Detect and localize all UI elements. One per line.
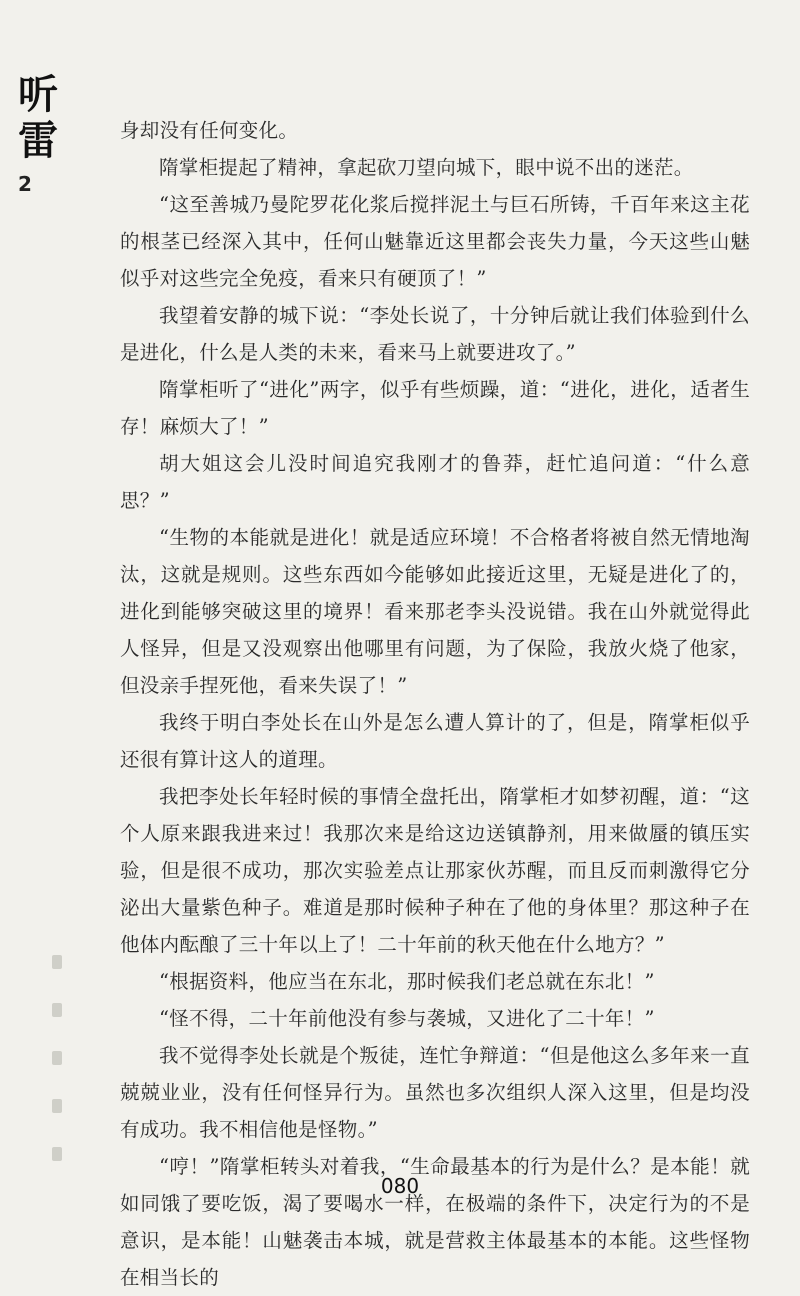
paragraph: “根据资料，他应当在东北，那时候我们老总就在东北！”	[159, 970, 655, 993]
paragraph: “生物的本能就是进化！就是适应环境！不合格者将被自然无情地淘汰，这就是规则。这些东西如今能够如此接近这里，无疑是进化了的，进化到能够突破这里的境界！看来那老李头没说错。我在山外就觉得此人怪异，但是又没观察出他哪里有问题，为了保险，我放火烧了他家，但没亲手捏死他，看来失误了！”	[120, 526, 750, 697]
book-title: 听雷	[18, 71, 58, 164]
page-number: 080	[380, 1174, 420, 1198]
bleed-mark	[52, 1051, 62, 1065]
bleed-mark	[52, 1099, 62, 1113]
paragraph: 我终于明白李处长在山外是怎么遭人算计的了，但是，隋掌柜似乎还很有算计这人的道理。	[120, 711, 750, 771]
paragraph: 我把李处长年轻时候的事情全盘托出，隋掌柜才如梦初醒，道：“这个人原来跟我进来过！我那次来是给这边送镇静剂，用来做蜃的镇压实验，但是很不成功，那次实验差点让那家伙苏醒，而且反而刺激得它分泌出大量紫色种子。难道是那时候种子种在了他的身体里？那这种子在他体内酝酿了三十年以上了！二十年前的秋天他在什么地方？”	[120, 785, 750, 956]
paragraph: 隋掌柜听了“进化”两字，似乎有些烦躁，道：“进化，进化，适者生存！麻烦大了！”	[120, 378, 750, 438]
bleed-through-marks	[52, 955, 68, 1195]
paragraph: “怪不得，二十年前他没有参与袭城，又进化了二十年！”	[159, 1007, 655, 1030]
paragraph: 我望着安静的城下说：“李处长说了，十分钟后就让我们体验到什么是进化，什么是人类的未来，看来马上就要进攻了。”	[120, 304, 750, 364]
paragraph: 我不觉得李处长就是个叛徒，连忙争辩道：“但是他这么多年来一直兢兢业业，没有任何怪异行为。虽然也多次组织人深入这里，但是均没有成功。我不相信他是怪物。”	[120, 1044, 750, 1141]
paragraph: 隋掌柜提起了精神，拿起砍刀望向城下，眼中说不出的迷茫。	[159, 156, 694, 179]
bleed-mark	[52, 1003, 62, 1017]
page-header	[18, 72, 88, 196]
body-text	[120, 112, 750, 1296]
bleed-mark	[52, 955, 62, 969]
paragraph: 胡大姐这会儿没时间追究我刚才的鲁莽，赶忙追问道：“什么意思？”	[120, 452, 750, 512]
bleed-mark	[52, 1147, 62, 1161]
paragraph: “哼！”隋掌柜转头对着我，“生命最基本的行为是什么？是本能！就如同饿了要吃饭，渴了要喝水一样，在极端的条件下，决定行为的不是意识，是本能！山魅袭击本城，就是营救主体最基本的本能。这些怪物在相当长的	[120, 1155, 750, 1289]
paragraph: “这至善城乃曼陀罗花化浆后搅拌泥土与巨石所铸，千百年来这主花的根茎已经深入其中，任何山魅靠近这里都会丧失力量，今天这些山魅似乎对这些完全免疫，看来只有硬顶了！”	[120, 193, 750, 290]
paragraph: 身却没有任何变化。	[120, 119, 299, 142]
chapter-number: 2	[18, 172, 32, 196]
